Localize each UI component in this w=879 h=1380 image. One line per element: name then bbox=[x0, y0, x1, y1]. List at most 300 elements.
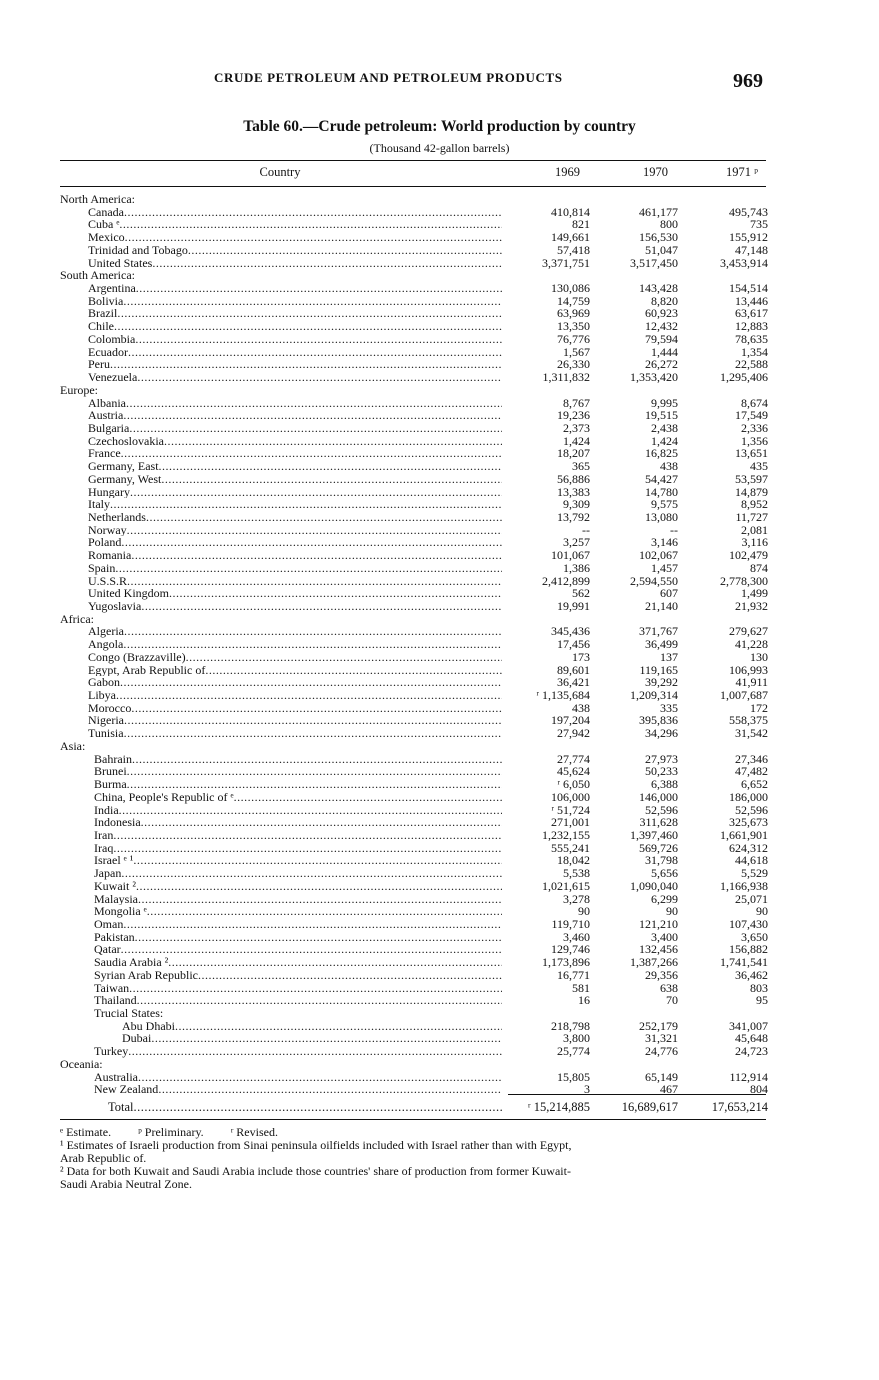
table-row bbox=[60, 778, 766, 791]
table-row bbox=[60, 282, 766, 295]
country-name: Taiwan ..... bbox=[94, 982, 502, 995]
value-1970: 27,973 bbox=[645, 751, 678, 766]
value-1969: 5,538 bbox=[563, 866, 590, 881]
value-1971: 13,651 bbox=[735, 446, 768, 461]
value-1969: 76,776 bbox=[557, 331, 590, 346]
country-name: Bolivia ..... bbox=[88, 295, 502, 308]
value-1970: 1,397,460 bbox=[630, 827, 678, 842]
value-1970: -- bbox=[670, 522, 678, 537]
value-1969: 365 bbox=[572, 459, 590, 474]
value-1969: 14,759 bbox=[557, 293, 590, 308]
country-name: Venezuela ..... bbox=[88, 371, 502, 384]
value-1970: 52,596 bbox=[645, 802, 678, 817]
country-name: Brunei ..... bbox=[94, 765, 502, 778]
country-name: United Kingdom ..... bbox=[88, 587, 502, 600]
value-1969: 1,021,615 bbox=[542, 878, 590, 893]
value-1970: 335 bbox=[660, 700, 678, 715]
value-1969: 56,886 bbox=[557, 471, 590, 486]
value-1971: 45,648 bbox=[735, 1031, 768, 1046]
value-1970: 395,836 bbox=[639, 713, 678, 728]
table-row bbox=[60, 511, 766, 524]
region-label: Trucial States: bbox=[94, 1007, 164, 1020]
value-1969: 555,241 bbox=[551, 840, 590, 855]
value-1971: 804 bbox=[750, 1082, 768, 1097]
value-1971: 78,635 bbox=[735, 331, 768, 346]
country-name: Cuba ᵉ ..... bbox=[88, 218, 502, 231]
table-row bbox=[60, 460, 766, 473]
table-top-rule bbox=[60, 160, 766, 161]
value-1971: 53,597 bbox=[735, 471, 768, 486]
value-1969: 36,421 bbox=[557, 675, 590, 690]
footnote-1-line-2: Arab Republic of. bbox=[60, 1151, 147, 1165]
region-label: North America: bbox=[60, 193, 135, 206]
value-1971: 107,430 bbox=[729, 916, 768, 931]
value-1969: ʳ 51,724 bbox=[551, 802, 590, 817]
country-name: Mongolia ᵉ ..... bbox=[94, 905, 502, 918]
value-1970: 6,388 bbox=[651, 777, 678, 792]
value-1970: 311,628 bbox=[639, 815, 678, 830]
country-name: Egypt, Arab Republic of ..... bbox=[88, 664, 502, 677]
table-row bbox=[60, 600, 766, 613]
value-1970: 121,210 bbox=[639, 916, 678, 931]
value-1971: 6,652 bbox=[741, 777, 768, 792]
value-1970: 31,798 bbox=[645, 853, 678, 868]
table-row bbox=[60, 231, 766, 244]
value-1970: 9,575 bbox=[651, 497, 678, 512]
total-separator-rule bbox=[508, 1094, 766, 1095]
table-row bbox=[60, 371, 766, 384]
table-row bbox=[60, 727, 766, 740]
value-1971: 41,911 bbox=[735, 675, 768, 690]
region-label: Africa: bbox=[60, 612, 94, 626]
running-head: CRUDE PETROLEUM AND PETROLEUM PRODUCTS bbox=[214, 70, 563, 85]
value-1969: 821 bbox=[572, 217, 590, 232]
country-name: Yugoslavia ..... bbox=[88, 600, 502, 613]
value-1970: 29,356 bbox=[645, 967, 678, 982]
value-1970: 3,517,450 bbox=[630, 255, 678, 270]
value-1971: 3,650 bbox=[741, 929, 768, 944]
value-1971: 31,542 bbox=[735, 726, 768, 741]
page-number: 969 bbox=[733, 70, 763, 92]
value-1970: 34,296 bbox=[645, 726, 678, 741]
country-name: Italy ..... bbox=[88, 498, 502, 511]
country-name: Canada ..... bbox=[88, 206, 502, 219]
total-label: Total ..... bbox=[108, 1100, 502, 1114]
country-name: Oman ..... bbox=[94, 918, 502, 931]
value-1971: 44,618 bbox=[735, 853, 768, 868]
column-header-1971: 1971 ᵖ bbox=[725, 165, 758, 179]
value-1971: 47,482 bbox=[735, 764, 768, 779]
value-1971: 154,514 bbox=[729, 281, 768, 296]
legend-revised: ʳ Revised. bbox=[230, 1125, 278, 1139]
value-1971: 102,479 bbox=[729, 548, 768, 563]
value-1969: 1,567 bbox=[563, 344, 590, 359]
country-name: Argentina ..... bbox=[88, 282, 502, 295]
value-1969: 9,309 bbox=[563, 497, 590, 512]
value-1971: 90 bbox=[756, 904, 768, 919]
table-body bbox=[60, 193, 766, 1096]
value-1971: 186,000 bbox=[729, 789, 768, 804]
value-1970: 50,233 bbox=[645, 764, 678, 779]
table-row bbox=[60, 829, 766, 842]
value-1971: 8,674 bbox=[741, 395, 768, 410]
value-1969: ʳ 6,050 bbox=[557, 777, 590, 792]
value-1970: 1,387,266 bbox=[630, 955, 678, 970]
value-1970: 24,776 bbox=[645, 1044, 678, 1059]
value-1970: 26,272 bbox=[645, 357, 678, 372]
value-1971: 14,879 bbox=[735, 484, 768, 499]
country-name: Tunisia ..... bbox=[88, 727, 502, 740]
country-name: Pakistan ..... bbox=[94, 931, 502, 944]
country-name: Bulgaria ..... bbox=[88, 422, 502, 435]
value-1971: 1,499 bbox=[741, 586, 768, 601]
value-1969: 345,436 bbox=[551, 624, 590, 639]
column-header-1970: 1970 bbox=[643, 165, 668, 179]
value-1969: 218,798 bbox=[551, 1018, 590, 1033]
value-1970: 1,424 bbox=[651, 433, 678, 448]
value-1970: 1,209,314 bbox=[630, 688, 678, 703]
total-1969: ʳ 15,214,885 bbox=[527, 1100, 590, 1114]
value-1971: 13,446 bbox=[735, 293, 768, 308]
value-1971: 735 bbox=[750, 217, 768, 232]
value-1970: 54,427 bbox=[645, 471, 678, 486]
value-1971: 1,354 bbox=[741, 344, 768, 359]
country-name: Poland ..... bbox=[88, 536, 502, 549]
value-1971: 172 bbox=[750, 700, 768, 715]
value-1969: 63,969 bbox=[557, 306, 590, 321]
value-1971: 21,932 bbox=[735, 599, 768, 613]
country-name: Germany, East ..... bbox=[88, 460, 502, 473]
value-1969: 13,792 bbox=[557, 509, 590, 524]
region-heading-row bbox=[60, 1058, 766, 1071]
legend-estimate: ᵉ Estimate. bbox=[60, 1125, 112, 1139]
value-1970: 467 bbox=[660, 1082, 678, 1097]
value-1971: 22,588 bbox=[735, 357, 768, 372]
value-1969: 2,373 bbox=[563, 420, 590, 435]
region-label: Oceania: bbox=[60, 1057, 103, 1071]
value-1971: 1,295,406 bbox=[720, 370, 768, 385]
country-name: United States ..... bbox=[88, 257, 502, 270]
value-1969: 16 bbox=[578, 993, 590, 1008]
header-bottom-rule bbox=[60, 186, 766, 187]
value-1970: 6,299 bbox=[651, 891, 678, 906]
value-1970: 2,438 bbox=[651, 420, 678, 435]
value-1971: 1,661,901 bbox=[720, 827, 768, 842]
value-1969: 1,311,832 bbox=[542, 370, 590, 385]
country-name: Germany, West ..... bbox=[88, 473, 502, 486]
value-1970: 14,780 bbox=[645, 484, 678, 499]
country-name: Saudia Arabia ² ..... bbox=[94, 956, 502, 969]
total-row bbox=[60, 1100, 766, 1114]
value-1971: 95 bbox=[756, 993, 768, 1008]
value-1969: 1,173,896 bbox=[542, 955, 590, 970]
value-1971: 3,116 bbox=[741, 535, 768, 550]
column-header-1969: 1969 bbox=[555, 165, 580, 179]
value-1970: 569,726 bbox=[639, 840, 678, 855]
value-1970: 1,353,420 bbox=[630, 370, 678, 385]
country-name: Congo (Brazzaville) ..... bbox=[88, 651, 502, 664]
country-name: Hungary ..... bbox=[88, 486, 502, 499]
value-1970: 156,530 bbox=[639, 230, 678, 245]
value-1970: 1,444 bbox=[651, 344, 678, 359]
value-1971: 47,148 bbox=[735, 242, 768, 257]
footnote-2-line-1: ² Data for both Kuwait and Saudi Arabia include those countries' share of production from former Kuwait- bbox=[60, 1164, 571, 1178]
table-row bbox=[60, 880, 766, 893]
value-1970: 146,000 bbox=[639, 789, 678, 804]
value-1971: 495,743 bbox=[729, 204, 768, 219]
value-1970: 438 bbox=[660, 459, 678, 474]
country-name: Brazil ..... bbox=[88, 307, 502, 320]
value-1969: 26,330 bbox=[557, 357, 590, 372]
table-row bbox=[60, 244, 766, 257]
country-name: Japan ..... bbox=[94, 867, 502, 880]
country-name: Angola ..... bbox=[88, 638, 502, 651]
value-1969: -- bbox=[582, 522, 590, 537]
country-name: Bahrain ..... bbox=[94, 753, 502, 766]
value-1971: 52,596 bbox=[735, 802, 768, 817]
value-1969: 25,774 bbox=[557, 1044, 590, 1059]
value-1971: 3,453,914 bbox=[720, 255, 768, 270]
value-1970: 1,090,040 bbox=[630, 878, 678, 893]
value-1971: 2,336 bbox=[741, 420, 768, 435]
value-1971: 112,914 bbox=[729, 1069, 768, 1084]
value-1970: 9,995 bbox=[651, 395, 678, 410]
table-row bbox=[60, 562, 766, 575]
value-1969: 2,412,899 bbox=[542, 573, 590, 588]
legend-preliminary: ᵖ Preliminary. bbox=[138, 1125, 204, 1139]
value-1969: 57,418 bbox=[557, 242, 590, 257]
value-1971: 27,346 bbox=[735, 751, 768, 766]
table-row bbox=[60, 969, 766, 982]
value-1971: 435 bbox=[750, 459, 768, 474]
table-subtitle: (Thousand 42-gallon barrels) bbox=[369, 141, 510, 155]
value-1969: 90 bbox=[578, 904, 590, 919]
table-row bbox=[60, 1045, 766, 1058]
value-1969: 45,624 bbox=[557, 764, 590, 779]
value-1970: 79,594 bbox=[645, 331, 678, 346]
value-1970: 39,292 bbox=[645, 675, 678, 690]
country-name: Australia ..... bbox=[94, 1071, 502, 1084]
country-name: France ..... bbox=[88, 447, 502, 460]
value-1969: 106,000 bbox=[551, 789, 590, 804]
value-1971: 25,071 bbox=[735, 891, 768, 906]
footnote-2-line-2: Saudi Arabia Neutral Zone. bbox=[60, 1177, 192, 1191]
country-name: Libya ..... bbox=[88, 689, 502, 702]
value-1969: 1,424 bbox=[563, 433, 590, 448]
table-row bbox=[60, 638, 766, 651]
value-1969: 1,386 bbox=[563, 560, 590, 575]
value-1969: 119,710 bbox=[551, 916, 590, 931]
value-1971: 63,617 bbox=[735, 306, 768, 321]
value-1971: 2,778,300 bbox=[720, 573, 768, 588]
country-name: Austria ..... bbox=[88, 409, 502, 422]
country-name: Czechoslovakia ..... bbox=[88, 435, 502, 448]
value-1970: 60,923 bbox=[645, 306, 678, 321]
value-1971: 41,228 bbox=[735, 637, 768, 652]
footnote-1-line-1: ¹ Estimates of Israeli production from Sinai peninsula oilfields included with Israel rather than with Egypt, bbox=[60, 1138, 572, 1152]
region-heading-row bbox=[60, 384, 766, 397]
value-1970: 16,825 bbox=[645, 446, 678, 461]
value-1971: 8,952 bbox=[741, 497, 768, 512]
region-label: Asia: bbox=[60, 739, 86, 753]
country-name: U.S.S.R ..... bbox=[88, 575, 502, 588]
table-row bbox=[60, 918, 766, 931]
value-1970: 31,321 bbox=[645, 1031, 678, 1046]
value-1970: 143,428 bbox=[639, 281, 678, 296]
country-name: Romania ..... bbox=[88, 549, 502, 562]
country-name: Israel ᵉ ¹ ..... bbox=[94, 854, 502, 867]
value-1969: 8,767 bbox=[563, 395, 590, 410]
value-1969: 130,086 bbox=[551, 281, 590, 296]
country-name: Netherlands ..... bbox=[88, 511, 502, 524]
table-row bbox=[60, 791, 766, 804]
value-1969: 129,746 bbox=[551, 942, 590, 957]
country-name: Morocco ..... bbox=[88, 702, 502, 715]
value-1970: 607 bbox=[660, 586, 678, 601]
value-1969: 19,991 bbox=[557, 599, 590, 613]
value-1970: 21,140 bbox=[645, 599, 678, 613]
table-row bbox=[60, 333, 766, 346]
region-heading-row bbox=[60, 193, 766, 206]
country-name: Chile ..... bbox=[88, 320, 502, 333]
value-1969: 581 bbox=[572, 980, 590, 995]
country-name: China, People's Republic of ᵉ ..... bbox=[94, 791, 502, 804]
value-1969: 89,601 bbox=[557, 662, 590, 677]
country-name: Mexico ..... bbox=[88, 231, 502, 244]
table-row bbox=[60, 867, 766, 880]
country-name: Burma ..... bbox=[94, 778, 502, 791]
value-1969: ʳ 1,135,684 bbox=[536, 688, 590, 703]
value-1969: 410,814 bbox=[551, 204, 590, 219]
value-1971: 279,627 bbox=[729, 624, 768, 639]
country-name: Colombia ..... bbox=[88, 333, 502, 346]
value-1969: 197,204 bbox=[551, 713, 590, 728]
country-name: Malaysia ..... bbox=[94, 893, 502, 906]
country-name: Nigeria ..... bbox=[88, 714, 502, 727]
total-1971: 17,653,214 bbox=[711, 1100, 768, 1114]
country-name: New Zealand ..... bbox=[94, 1083, 502, 1096]
value-1969: 3,371,751 bbox=[542, 255, 590, 270]
value-1969: 13,383 bbox=[557, 484, 590, 499]
table-row bbox=[60, 320, 766, 333]
value-1969: 3,800 bbox=[563, 1031, 590, 1046]
table-row bbox=[60, 956, 766, 969]
value-1970: 371,767 bbox=[639, 624, 678, 639]
value-1971: 803 bbox=[750, 980, 768, 995]
country-name: Gabon ..... bbox=[88, 676, 502, 689]
value-1970: 8,820 bbox=[651, 293, 678, 308]
country-name: India ..... bbox=[94, 804, 502, 817]
value-1970: 1,457 bbox=[651, 560, 678, 575]
country-name: Norway ..... bbox=[88, 524, 502, 537]
value-1969: 27,774 bbox=[557, 751, 590, 766]
value-1969: 17,456 bbox=[557, 637, 590, 652]
country-name: Peru ..... bbox=[88, 358, 502, 371]
value-1970: 3,146 bbox=[651, 535, 678, 550]
value-1971: 130 bbox=[750, 649, 768, 664]
value-1970: 461,177 bbox=[639, 204, 678, 219]
country-name: Albania ..... bbox=[88, 397, 502, 410]
country-name: Algeria ..... bbox=[88, 625, 502, 638]
value-1970: 3,400 bbox=[651, 929, 678, 944]
value-1971: 1,741,541 bbox=[720, 955, 768, 970]
value-1969: 101,067 bbox=[551, 548, 590, 563]
value-1970: 137 bbox=[660, 649, 678, 664]
country-name: Indonesia ..... bbox=[94, 816, 502, 829]
footnotes bbox=[60, 1126, 778, 1191]
value-1970: 13,080 bbox=[645, 509, 678, 524]
value-1970: 252,179 bbox=[639, 1018, 678, 1033]
region-label: South America: bbox=[60, 269, 135, 283]
value-1970: 90 bbox=[666, 904, 678, 919]
value-1971: 106,993 bbox=[729, 662, 768, 677]
value-1971: 156,882 bbox=[729, 942, 768, 957]
table-title: Table 60.—Crude petroleum: World production by country bbox=[243, 118, 636, 135]
value-1971: 341,007 bbox=[729, 1018, 768, 1033]
country-name: Iran ..... bbox=[94, 829, 502, 842]
country-name: Thailand ..... bbox=[94, 994, 502, 1007]
region-heading-row bbox=[60, 740, 766, 753]
table-row bbox=[60, 689, 766, 702]
table-row bbox=[60, 893, 766, 906]
value-1971: 17,549 bbox=[735, 408, 768, 423]
table-row bbox=[60, 982, 766, 995]
value-1969: 16,771 bbox=[557, 967, 590, 982]
value-1971: 155,912 bbox=[729, 230, 768, 245]
column-header-country: Country bbox=[259, 165, 301, 179]
value-1969: 18,207 bbox=[557, 446, 590, 461]
country-name: Trinidad and Tobago ..... bbox=[88, 244, 502, 257]
value-1971: 1,356 bbox=[741, 433, 768, 448]
value-1969: 271,001 bbox=[551, 815, 590, 830]
country-name: Abu Dhabi ..... bbox=[122, 1020, 502, 1033]
value-1971: 325,673 bbox=[729, 815, 768, 830]
value-1971: 624,312 bbox=[729, 840, 768, 855]
value-1971: 558,375 bbox=[729, 713, 768, 728]
value-1969: 562 bbox=[572, 586, 590, 601]
table-row bbox=[60, 422, 766, 435]
table-bottom-rule bbox=[60, 1119, 766, 1120]
country-name: Ecuador ..... bbox=[88, 346, 502, 359]
value-1971: 24,723 bbox=[735, 1044, 768, 1059]
value-1969: 3,257 bbox=[563, 535, 590, 550]
value-1970: 12,432 bbox=[645, 319, 678, 334]
country-name: Kuwait ² ..... bbox=[94, 880, 502, 893]
value-1971: 2,081 bbox=[741, 522, 768, 537]
value-1969: 3 bbox=[584, 1082, 590, 1097]
value-1969: 438 bbox=[572, 700, 590, 715]
value-1969: 13,350 bbox=[557, 319, 590, 334]
value-1970: 5,656 bbox=[651, 866, 678, 881]
value-1969: 149,661 bbox=[551, 230, 590, 245]
country-name: Dubai ..... bbox=[122, 1032, 502, 1045]
value-1970: 800 bbox=[660, 217, 678, 232]
region-label: Europe: bbox=[60, 383, 98, 397]
value-1970: 132,456 bbox=[639, 942, 678, 957]
country-name: Syrian Arab Republic ..... bbox=[94, 969, 502, 982]
value-1970: 2,594,550 bbox=[630, 573, 678, 588]
value-1970: 119,165 bbox=[639, 662, 678, 677]
country-name: Qatar ..... bbox=[94, 943, 502, 956]
table-row bbox=[60, 473, 766, 486]
value-1971: 1,007,687 bbox=[720, 688, 768, 703]
value-1969: 18,042 bbox=[557, 853, 590, 868]
value-1970: 70 bbox=[666, 993, 678, 1008]
table-row bbox=[60, 994, 766, 1007]
value-1969: 173 bbox=[572, 649, 590, 664]
value-1970: 51,047 bbox=[645, 242, 678, 257]
table-row bbox=[60, 549, 766, 562]
